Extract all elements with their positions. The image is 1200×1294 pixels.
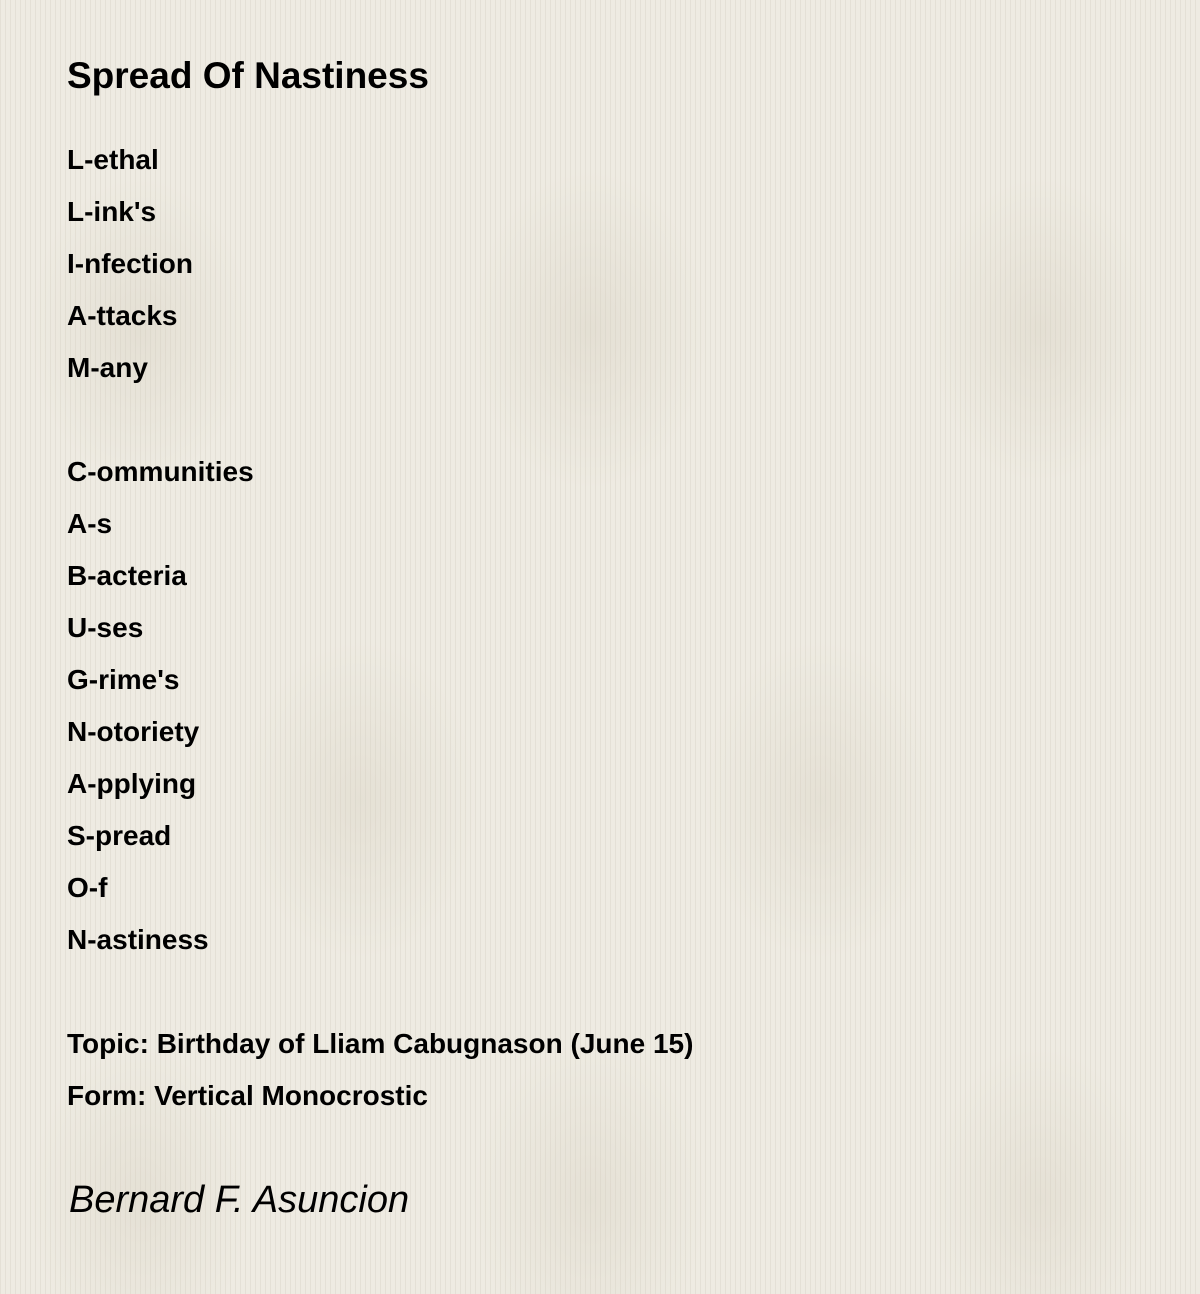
poem-line: S-pread <box>67 820 172 851</box>
poem-meta <box>67 1018 1127 1122</box>
poem-line: G-rime's <box>67 664 180 695</box>
poem-line: A-ttacks <box>67 300 178 331</box>
poem-form: Form: Vertical Monocrostic <box>67 1080 428 1111</box>
poem-line: M-any <box>67 352 148 383</box>
poem-title: Spread Of Nastiness <box>67 55 429 96</box>
poem-line: N-otoriety <box>67 716 200 747</box>
poem-author: Bernard F. Asuncion <box>69 1179 410 1221</box>
poem-line: U-ses <box>67 612 144 643</box>
poem-line: C-ommunities <box>67 456 254 487</box>
poem-line: N-astiness <box>67 924 209 955</box>
poem-line: L-ink's <box>67 196 157 227</box>
poem-topic: Topic: Birthday of Lliam Cabugnason (June 15) <box>67 1028 694 1059</box>
poem-line: A-s <box>67 508 113 539</box>
poem-line: A-pplying <box>67 768 197 799</box>
stanza-2 <box>67 446 1127 966</box>
stanza-1 <box>67 134 1127 394</box>
poem-line: I-nfection <box>67 248 193 279</box>
poem-container <box>67 50 1127 1226</box>
poem-line: O-f <box>67 872 108 903</box>
poem-line: L-ethal <box>67 144 159 175</box>
poem-line: B-acteria <box>67 560 187 591</box>
